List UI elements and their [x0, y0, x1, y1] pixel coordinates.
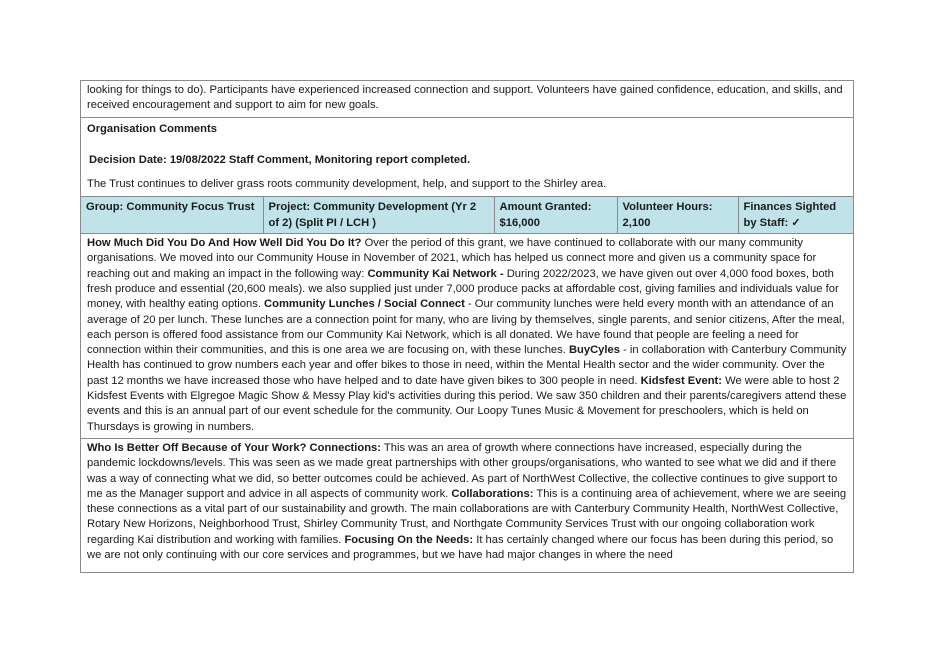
- focusing-needs-text: It has certainly changed where our focus has been during this period, so we are not only continuing with our core services and programmes, but we have had major changes in where the need: [87, 533, 834, 562]
- amount-cell: [494, 197, 617, 233]
- kidsfest-heading: Kidsfest Event:: [640, 374, 722, 387]
- continued-row: [81, 81, 854, 118]
- info-bar: [81, 197, 853, 233]
- check-mark-icon: ✓: [791, 216, 801, 229]
- continued-cell: [81, 81, 854, 118]
- finances-cell: [738, 197, 853, 233]
- how-much-intro: Over the period of this grant, we have continued to collaborate with our many community organisations. We moved into our Community House in November of 2021, which has helped us connect more and given us a community space for reaching out and making an impact in the following way:: [87, 237, 817, 280]
- better-off-text: [81, 439, 853, 572]
- better-off-question: Who Is Better Off Because of Your Work? Connections:: [87, 441, 382, 454]
- connections-text: This was an area of growth where connections have increased, especially during the pandemic lockdowns/levels. This was seen as we made great partnerships with other groups/organisations, who wanted to see what we did and if there was a way of connecting what we did, so better outcomes could be achieved. As part of NorthWest Collective, the collective continues to give support to me as the Manager support and advice in all aspects of community work.: [87, 441, 838, 500]
- staff-comment: The Trust continues to deliver grass roots community development, help, and support to the Shirley area.: [87, 178, 607, 191]
- kidsfest-text: We were able to host 2 Kidsfest Events with Elgregoe Magic Show & Messy Play kid's activities during this period. We saw 350 children and their parents/caregivers attend these events and this is an annual part of our event schedule for the community. Our Loopy Tunes Music & Movement for preschoolers, which is held on Thursdays is growing in numbers.: [87, 374, 847, 433]
- better-off-cell: [81, 438, 854, 572]
- how-much-text: [81, 234, 853, 438]
- group-label: Group: Community Focus Trust: [86, 201, 255, 214]
- buycyles-text: - in collaboration with Canterbury Community Health has continued to grow numbers each year and offer bikes to those in need, within the Mental Health sector and the wider community. Over the past 12 months we have increased those who have helped and to date have given bikes to 300 people in need.: [87, 344, 847, 387]
- how-much-cell: [81, 234, 854, 439]
- hours-cell: [617, 197, 738, 233]
- collaborations-heading: Collaborations:: [451, 487, 534, 500]
- kai-network-heading: Community Kai Network -: [367, 267, 504, 280]
- finances-label: Finances Sighted by Staff:: [743, 201, 837, 229]
- community-lunches-text: - Our community lunches were held every month with an attendance of an average of 20 per lunch. These lunches are a connection point for many, who are living by themselves, single parents, and senior citizens, After the meal, each person is offered food assistance from our Community Kai Network, which is all donated. We have found that people are feeling a need for connection within their communities, and this is one area we are focusing on, with these lunches.: [87, 298, 845, 357]
- buycyles-heading: BuyCyles: [568, 344, 620, 357]
- how-much-question: How Much Did You Do And How Well Did You Do It?: [87, 237, 362, 250]
- amount-value: $16,000: [499, 216, 540, 229]
- group-cell: [81, 197, 263, 233]
- decision-line: Decision Date: 19/08/2022 Staff Comment, Monitoring report completed.: [89, 153, 471, 166]
- organisation-comments-row: [81, 117, 854, 197]
- focusing-needs-heading: Focusing On the Needs:: [344, 533, 474, 546]
- amount-label: Amount Granted:: [499, 201, 592, 214]
- project-cell: [263, 197, 494, 233]
- info-bar-cell: [81, 197, 854, 234]
- organisation-comments-cell: [81, 117, 854, 197]
- better-off-row: [81, 438, 854, 572]
- report-table: [80, 80, 854, 573]
- hours-value: 2,100: [622, 216, 651, 229]
- how-much-row: [81, 234, 854, 439]
- kai-network-text: During 2022/2023, we have given out over 4,000 food boxes, both fresh produce and essential (20,600 meals). we also supplied just under 7,000 produce packs at affordable cost, giving families and individuals value for money, with healthy eating options.: [87, 267, 839, 311]
- continued-text: looking for things to do). Participants have experienced increased connection and support. Volunteers have gained confidence, education, and skills, and received encouragement and support to aim for new goals.: [87, 84, 843, 112]
- info-bar-row: [81, 197, 854, 234]
- project-label: Project: Community Development (Yr 2 of 2) (Split PI / LCH ): [268, 201, 477, 229]
- organisation-comments-heading: Organisation Comments: [87, 122, 217, 135]
- hours-label: Volunteer Hours:: [622, 201, 713, 214]
- community-lunches-heading: Community Lunches / Social Connect: [264, 298, 465, 311]
- collaborations-text: This is a continuing area of achievement, where we are seeing these connections as a vital part of our sustainability and growth. The main collaborations are with Canterbury Community Health, NorthWest Collective, Rotary New Horizons, Neighborhood Trust, Shirley Community Trust, and Northgate Community Services Trust with our ongoing collaboration work regarding Kai distribution and working with families.: [87, 487, 847, 546]
